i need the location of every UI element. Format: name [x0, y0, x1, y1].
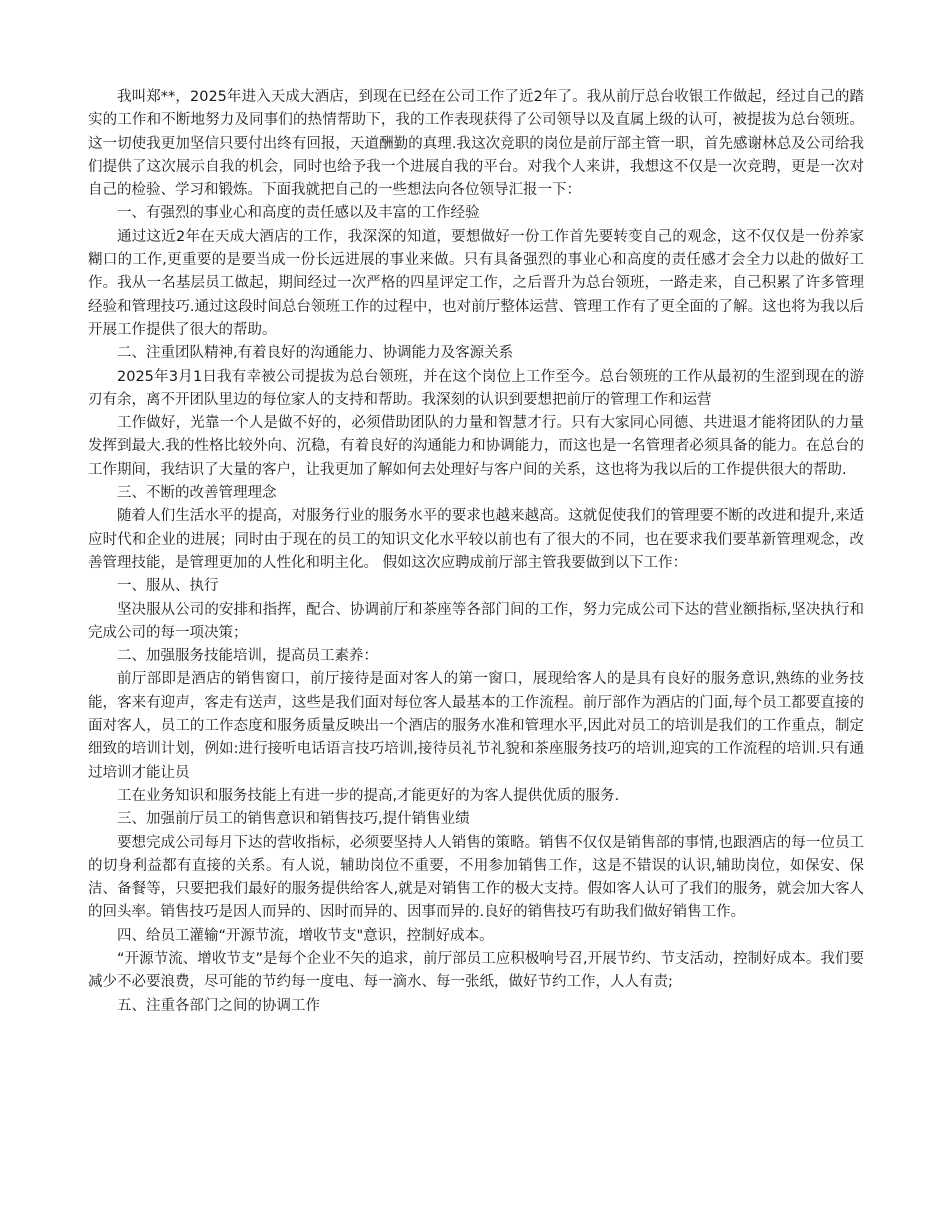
section-heading: 三、不断的改善管理理念	[117, 485, 277, 502]
document-body	[88, 86, 864, 1018]
section-heading: 二、注重团队精神,有着良好的沟通能力、协调能力及客源关系	[117, 345, 514, 362]
body-paragraph: 2025年3月1日我有幸被公司提拔为总台领班，并在这个岗位上工作至今。总台领班的工作从最初的生涩到现在的游刃有余，离不开团队里边的每位家人的支持和帮助。我深刻的认识到要想把前厅的管理工作和运营	[88, 368, 864, 408]
body-paragraph: 通过这近2年在天成大酒店的工作，我深深的知道，要想做好一份工作首先要转变自己的观念，这不仅仅是一份养家糊口的工作,更重要的是要当成一份长远进展的事业来做。只有具备强烈的事业心和高度的责任感才会全力以赴的做好工作。我从一名基层员工做起，期间经过一次严格的四星评定工作，之后晋升为总台领班，一路走来，自己积累了许多管理经验和管理技巧.通过这段时间总台领班工作的过程中，也对前厅整体运营、管理工作有了更全面的了解。这也将为我以后开展工作提供了很大的帮助。	[88, 228, 864, 338]
body-paragraph: “开源节流、增收节支”是每个企业不矢的追求，前厅部员工应积极响号召,开展节约、节支活动，控制好成本。我们要减少不必要浪费，尽可能的节约每一度电、每一滴水、每一张纸，做好节约工作，人人有责;	[88, 950, 864, 991]
section-heading: 四、给员工灌输“开源节流，增收节支"意识，控制好成本。	[117, 927, 494, 944]
section-heading: 二、加强服务技能培训，提高员工素养：	[117, 648, 378, 665]
body-paragraph: 要想完成公司每月下达的营收指标，必须要坚持人人销售的策略。销售不仅仅是销售部的事情,也跟酒店的每一位员工的切身利益都有直接的关系。有人说，辅助岗位不重要，不用参加销售工作，这是不错误的认识,辅助岗位，如保安、保洁、备餐等，只要把我们最好的服务提供给客人,就是对销售工作的极大支持。假如客人认可了我们的服务，就会加大客人的回头率。销售技巧是因人而异的、因时而异的、因事而异的.良好的销售技巧有助我们做好销售工作。	[88, 834, 864, 921]
body-paragraph: 工在业务知识和服务技能上有进一步的提高,才能更好的为客人提供优质的服务.	[117, 787, 620, 804]
section-heading: 一、有强烈的事业心和高度的责任感以及丰富的工作经验	[117, 205, 480, 222]
body-paragraph: 坚决服从公司的安排和指挥，配合、协调前厅和茶座等各部门间的工作，努力完成公司下达的营业额指标,坚决执行和完成公司的每一项决策；	[88, 601, 864, 641]
body-paragraph: 工作做好，光靠一个人是做不好的，必须借助团队的力量和智慧才行。只有大家同心同德、共进退才能将团队的力量发挥到最大.我的性格比较外向、沉稳，有着良好的沟通能力和协调能力，而这也是一名管理者必须具备的能力。在总台的工作期间，我结识了大量的客户，让我更加了解如何去处理好与客户间的关系，这也将为我以后的工作提供很大的帮助.	[88, 415, 864, 478]
body-paragraph: 前厅部即是酒店的销售窗口，前厅接待是面对客人的第一窗口，展现给客人的是具有良好的服务意识,熟练的业务技能，客来有迎声，客走有送声，这些是我们面对每位客人最基本的工作流程。前厅部作为酒店的门面,每个员工都要直接的面对客人，员工的工作态度和服务质量反映出一个酒店的服务水准和管理水平,因此对员工的培训是我们的工作重点，制定细致的培训计划，例如:进行接听电话语言技巧培训,接待员礼节礼貌和茶座服务技巧的培训,迎宾的工作流程的培训.只有通过培训才能让员	[88, 671, 864, 781]
body-paragraph: 随着人们生活水平的提高，对服务行业的服务水平的要求也越来越高。这就促使我们的管理要不断的改进和提升,来适应时代和企业的进展；同时由于现在的员工的知识文化水平较以前也有了很大的不同，也在要求我们要革新管理观念，改善管理技能，是管理更加的人性化和明主化。 假如这次应聘成前厅部主管我要做到以下工作：	[88, 508, 864, 571]
section-heading: 五、注重各部门之间的协调工作	[117, 997, 320, 1014]
section-heading: 一、服从、执行	[117, 578, 219, 595]
section-heading: 三、加强前厅员工的销售意识和销售技巧,提什销售业绩	[117, 811, 470, 828]
intro-paragraph: 我叫郑**，2025年进入天成大酒店，到现在已经在公司工作了近2年了。我从前厅总台收银工作做起，经过自己的踏实的工作和不断地努力及同事们的热情帮助下，我的工作表现获得了公司领导以及直属上级的认可，被提拔为总台领班。这一切使我更加坚信只要付出终有回报，天道酬勤的真理.我这次竞职的岗位是前厅部主管一职，首先感谢林总及公司给我们提供了这次展示自我的机会，同时也给予我一个进展自我的平台。对我个人来讲，我想这不仅是一次竞聘，更是一次对自己的检验、学习和锻炼。下面我就把自己的一些想法向各位领导汇报一下：	[88, 89, 864, 199]
